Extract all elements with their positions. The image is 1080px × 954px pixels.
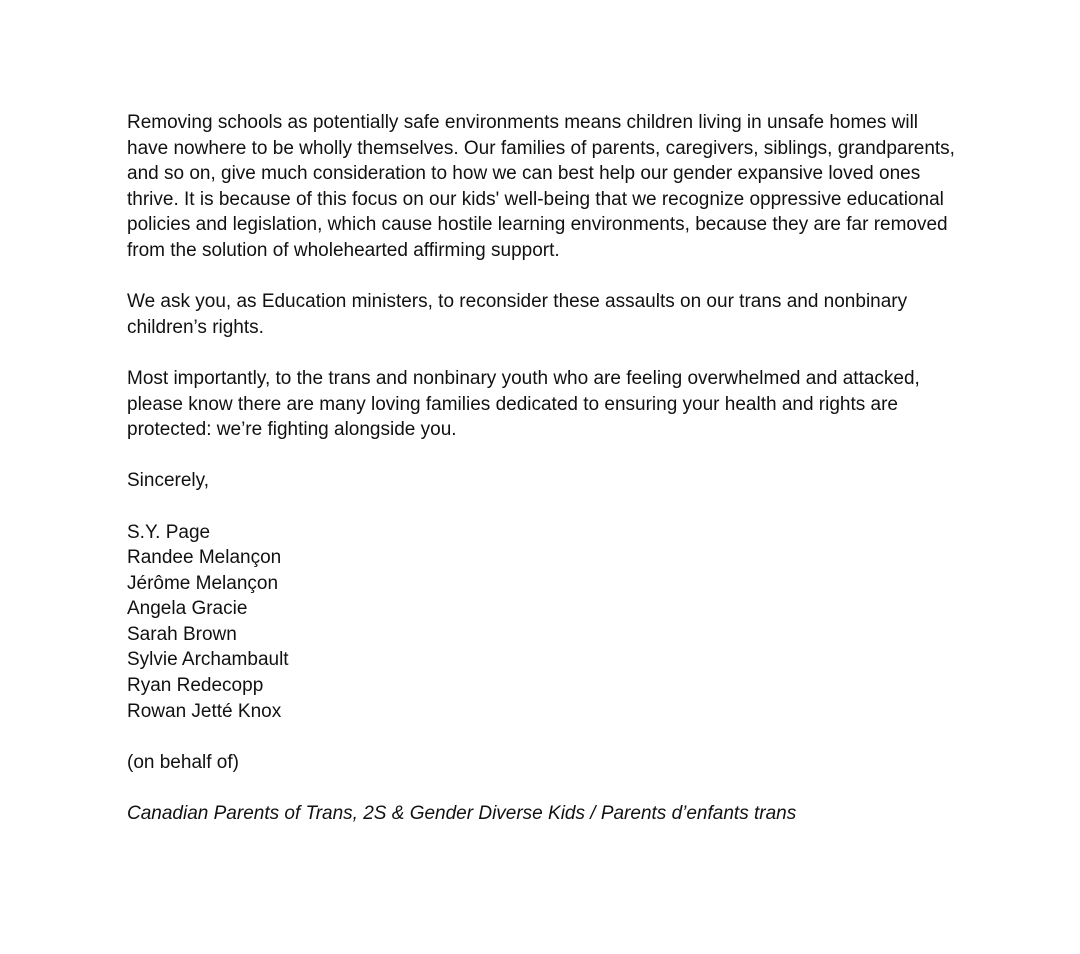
paragraph-youth: Most importantly, to the trans and nonbinary youth who are feeling overwhelmed and attacked, please know there are many loving families dedicated to ensuring your health and rights are protected: we’re fighting alongside you.: [127, 367, 920, 441]
signer: Sylvie Archambault: [127, 649, 289, 671]
signer: Sarah Brown: [127, 623, 237, 645]
paragraph-schools: Removing schools as potentially safe environments means children living in unsafe homes will have nowhere to be wholly themselves. Our families of parents, caregivers, siblings, grandparents, and so on, give much consideration to how we can best help our gender expansive loved ones thrive. It is because of this focus on our kids' well-being that we recognize oppressive educational policies and legislation, which cause hostile learning environments, because they are far removed from the solution of wholehearted affirming support.: [127, 112, 955, 261]
letter-body: [127, 110, 967, 827]
signer-list: [127, 520, 967, 725]
organization-name: Canadian Parents of Trans, 2S & Gender Diverse Kids / Parents d’enfants trans: [127, 803, 797, 825]
paragraph-request: We ask you, as Education ministers, to reconsider these assaults on our trans and nonbinary children’s rights.: [127, 291, 908, 338]
signer: Randee Melançon: [127, 547, 282, 569]
signer: S.Y. Page: [127, 521, 211, 543]
signer: Jérôme Melançon: [127, 572, 279, 594]
signer: Angela Gracie: [127, 598, 248, 620]
closing: Sincerely,: [127, 470, 210, 492]
signer: Rowan Jetté Knox: [127, 700, 282, 722]
signer: Ryan Redecopp: [127, 675, 264, 697]
on-behalf-of: (on behalf of): [127, 751, 239, 773]
